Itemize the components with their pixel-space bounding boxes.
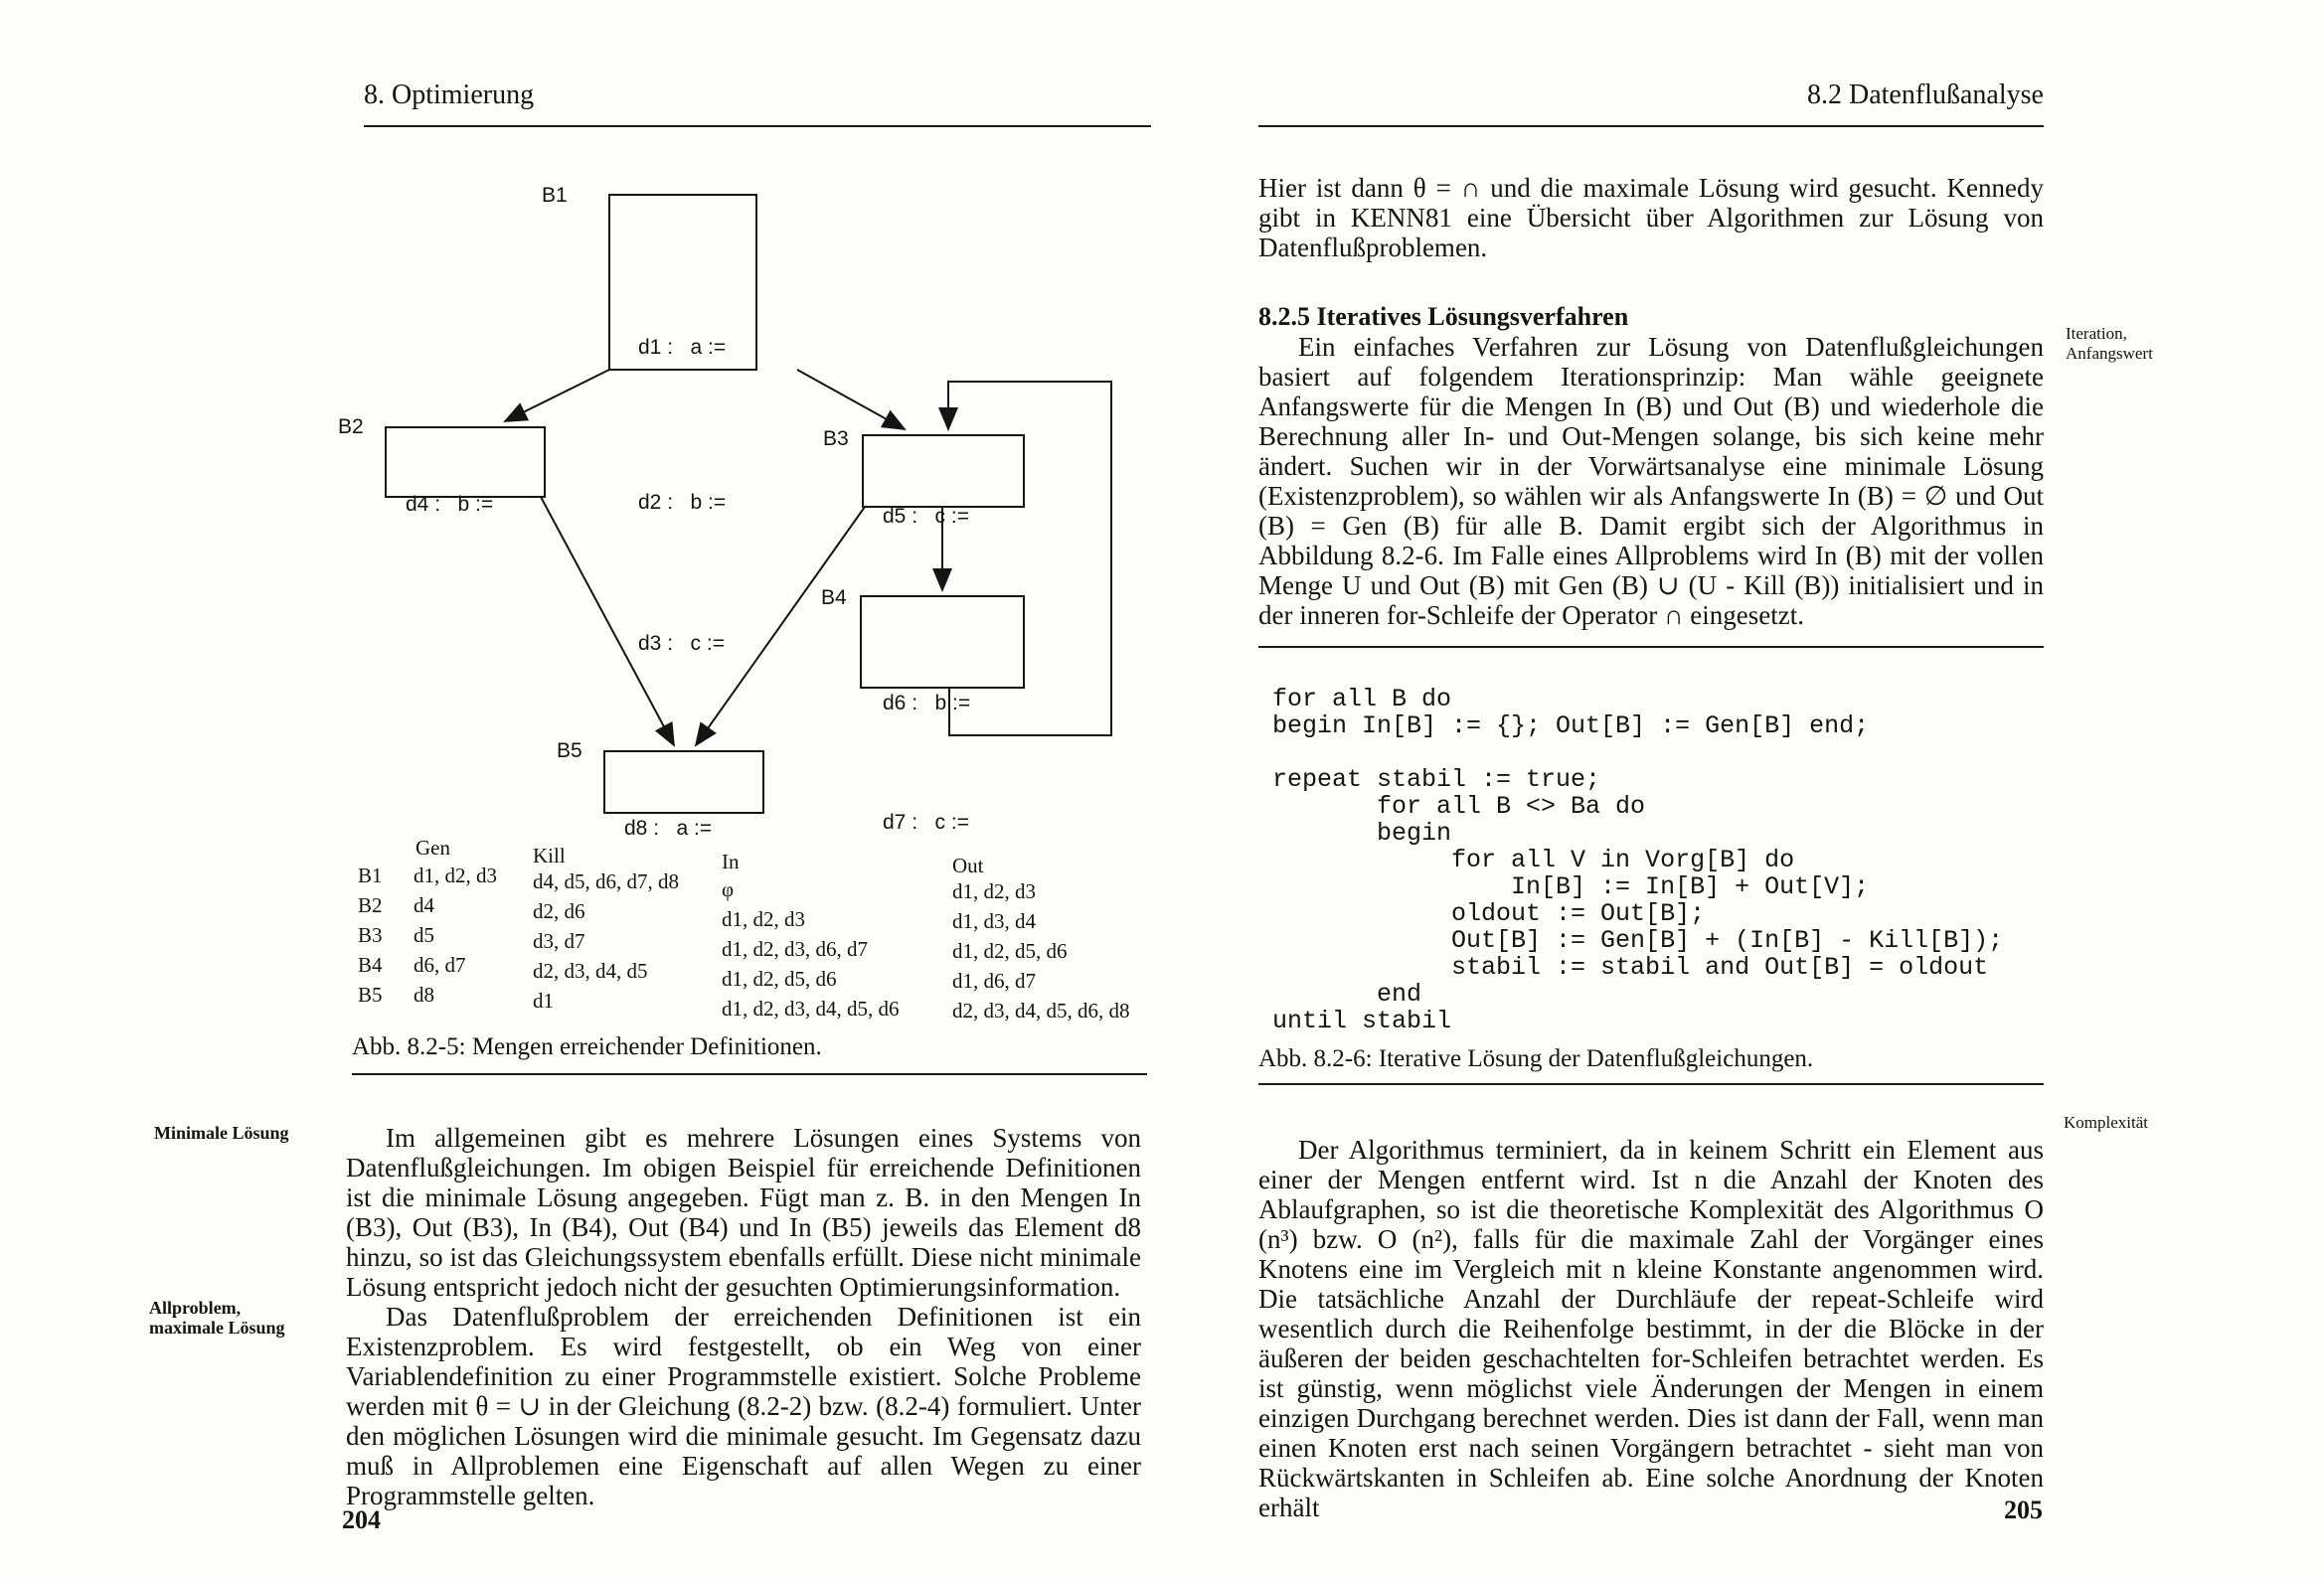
table-cell-in: d1, d2, d5, d6 [722,967,837,991]
table-cell-out: d1, d2, d3 [952,879,1036,903]
table-cell-out: d1, d3, d4 [952,909,1036,933]
right-code-top-rule [1258,646,2044,648]
section-title-8-2-5: 8.2.5 Iteratives Lösungsverfahren [1258,302,1629,331]
table-cell-gen: d1, d2, d3 [414,864,497,887]
left-header-rule [364,125,1151,127]
margin-note-minimale-loesung: Minimale Lösung [154,1123,289,1143]
right-page-number: 205 [2004,1496,2043,1524]
table-row-label: B5 [358,983,383,1007]
diagram-label-b3: B3 [823,427,849,450]
table-cell-gen: d5 [414,923,434,947]
table-row-label: B1 [358,864,383,887]
right-body-text-2 [1258,1135,2044,1522]
right-intro-paragraph: Hier ist dann θ = ∩ und die maximale Lösung wird gesucht. Kennedy gibt in KENN81 eine Übersicht über Algorithmen zur Lösung von Datenflußproblemen. [1258,173,2044,262]
block-b1-line: d2 : b := [638,491,727,514]
table-cell-kill: d1 [533,989,554,1013]
diagram-label-b2: B2 [338,415,364,438]
block-b5-line: d8 : a := [624,817,713,840]
table-cell-out: d1, d2, d5, d6 [952,939,1068,963]
margin-note-allproblem: Allproblem, maximale Lösung [149,1298,285,1338]
right-paragraph-2: Der Algorithmus terminiert, da in keinem Schritt ein Element aus einer der Mengen entfernt wird. Ist n die Anzahl der Knoten des Ablaufgraphen, so ist die theoretische Komplexität des Algorithmus O (n³) bzw. O (n²), falls für die maximale Zahl der Vorgänger eines Knotens eine im Vergleich mit n kleine Konstante angenommen wird. Die tatsächliche Anzahl der Durchläufe der repeat-Schleife wird wesentlich durch die Reihenfolge bestimmt, in der die Blöcke in der äußeren der beiden geschachtelten for-Schleifen betrachtet werden. Es ist günstig, wenn möglichst viele Änderungen der Mengen in einem einzigen Durchgang berechnet werden. Dies ist dann der Fall, wenn man einen Knoten erst nach seinen Vorgängern betrachtet - sieht man von Rückwärtskanten in Schleifen ab. Eine solche Anordnung der Knoten erhält [1258,1135,2044,1522]
table-cell-kill: d3, d7 [533,929,585,953]
table-header-out: Out [952,854,984,877]
right-header-rule [1258,125,2044,127]
block-b2-content [406,445,493,541]
table-row-labels [358,861,383,1007]
table-row-label: B2 [358,893,383,917]
right-paragraph-1: Ein einfaches Verfahren zur Lösung von Datenflußgleichungen basiert auf folgendem Iterationsprinzip: Man wähle geeignete Anfangswerte für die Mengen In (B) und Out (B) und wiederhole die Berechnung aller In- und Out-Mengen solange, bis sich keine mehr ändert. Suchen wir in der Vorwärtsanalyse eine minimale Lösung (Existenzproblem), so wählen wir als Anfangswerte In (B) = ∅ und Out (B) = Gen (B) für alle B. Damit ergibt sich der Algorithmus in Abbildung 8.2-6. Im Falle eines Allproblems wird In (B) mit der vollen Menge U und Out (B) mit Gen (B) ∪ (U - Kill (B)) initialisiert und in der inneren for-Schleife der Operator ∩ eingesetzt. [1258,332,2044,630]
table-cell-in: d1, d2, d3, d6, d7 [722,937,868,961]
diagram-label-b5: B5 [557,739,582,762]
diagram-label-b1: B1 [542,184,568,207]
diagram-label-b4: B4 [821,586,847,609]
table-cell-kill: d4, d5, d6, d7, d8 [533,869,679,893]
sets-table [358,836,1153,1029]
block-b5-content [624,769,712,865]
right-caption-rule [1258,1083,2044,1085]
figure-caption-8-2-6: Abb. 8.2-6: Iterative Lösung der Datenflußgleichungen. [1258,1045,1814,1072]
edge-b1-b3 [797,370,905,429]
table-cell-in: d1, d2, d3 [722,907,805,931]
block-b1-content [638,219,726,721]
table-row-label: B3 [358,923,383,947]
right-body-text-1 [1258,332,2044,630]
right-running-header: 8.2 Datenflußanalyse [1807,79,2044,110]
left-running-header: 8. Optimierung [364,79,535,110]
table-row-label: B4 [358,953,383,977]
block-b1-line: d3 : c := [638,632,725,655]
block-b1-line: d1 : a := [638,336,727,359]
edge-b1-b2 [505,370,609,421]
block-b3-line: d5 : c := [883,505,969,528]
margin-note-iteration: Iteration, Anfangswert [2066,324,2153,363]
block-b2-line: d4 : b := [406,493,494,516]
left-caption-rule [352,1073,1147,1075]
algorithm-code-listing: for all B do begin In[B] := {}; Out[B] := Gen[B] end; repeat stabil := true; for all B <> Ba do begin for all V in Vorg[B] do In[B] := In[B] + Out[V]; oldout := Out[B]; Out[B] := Gen[B] + (In[B] - Kill[B]); stabil := stabil and Out[B] = oldout end until stabil [1272,685,2004,1035]
table-cell-gen: d6, d7 [414,953,466,977]
figure-caption-8-2-5: Abb. 8.2-5: Mengen erreichender Definitionen. [352,1033,822,1060]
table-cell-gen: d4 [414,893,434,917]
table-col-kill [533,867,679,1013]
table-header-gen: Gen [415,836,450,860]
table-cell-gen: d8 [414,983,434,1007]
table-cell-kill: d2, d6 [533,899,585,923]
block-b4-line: d7 : c := [883,811,969,834]
table-col-in [722,874,900,1021]
left-paragraph-2: Das Datenflußproblem der erreichenden Definitionen ist ein Existenzproblem. Es wird festgestellt, ob ein Weg von einer Variablendefinition zu einer Programmstelle existiert. Solche Probleme werden mit θ = ∪ in der Gleichung (8.2-2) bzw. (8.2-4) formuliert. Unter den möglichen Lösungen wird die minimale gesucht. Im Gegensatz dazu muß in Allproblemen eine Eigenschaft auf allen Wegen zu einer Programmstelle gelten. [346,1302,1141,1510]
table-header-kill: Kill [533,844,566,867]
table-cell-in: φ [722,877,735,901]
left-body-text [346,1123,1141,1510]
margin-note-komplexitaet: Komplexität [2064,1113,2148,1132]
table-cell-out: d1, d6, d7 [952,969,1036,993]
left-paragraph-1: Im allgemeinen gibt es mehrere Lösungen eines Systems von Datenflußgleichungen. Im obigen Beispiel für erreichende Definitionen ist die minimale Lösung angegeben. Fügt man z. B. in den Mengen In (B3), Out (B3), In (B4), Out (B4) und In (B5) jeweils das Element d8 hinzu, so ist das Gleichungssystem ebenfalls erfüllt. Diese nicht minimale Lösung entspricht jedoch nicht der gesuchten Optimierungsinformation. [346,1123,1141,1302]
left-page-number: 204 [342,1505,381,1534]
table-header-in: In [722,850,740,873]
table-col-gen [414,861,497,1007]
block-b3-content [883,457,969,552]
table-cell-in: d1, d2, d3, d4, d5, d6 [722,997,900,1021]
right-intro-text [1258,173,2044,262]
block-b4-line: d6 : b := [883,692,971,714]
table-col-out [952,876,1130,1023]
table-cell-kill: d2, d3, d4, d5 [533,959,648,983]
table-cell-out: d2, d3, d4, d5, d6, d8 [952,999,1130,1023]
block-b4-content [883,604,970,882]
